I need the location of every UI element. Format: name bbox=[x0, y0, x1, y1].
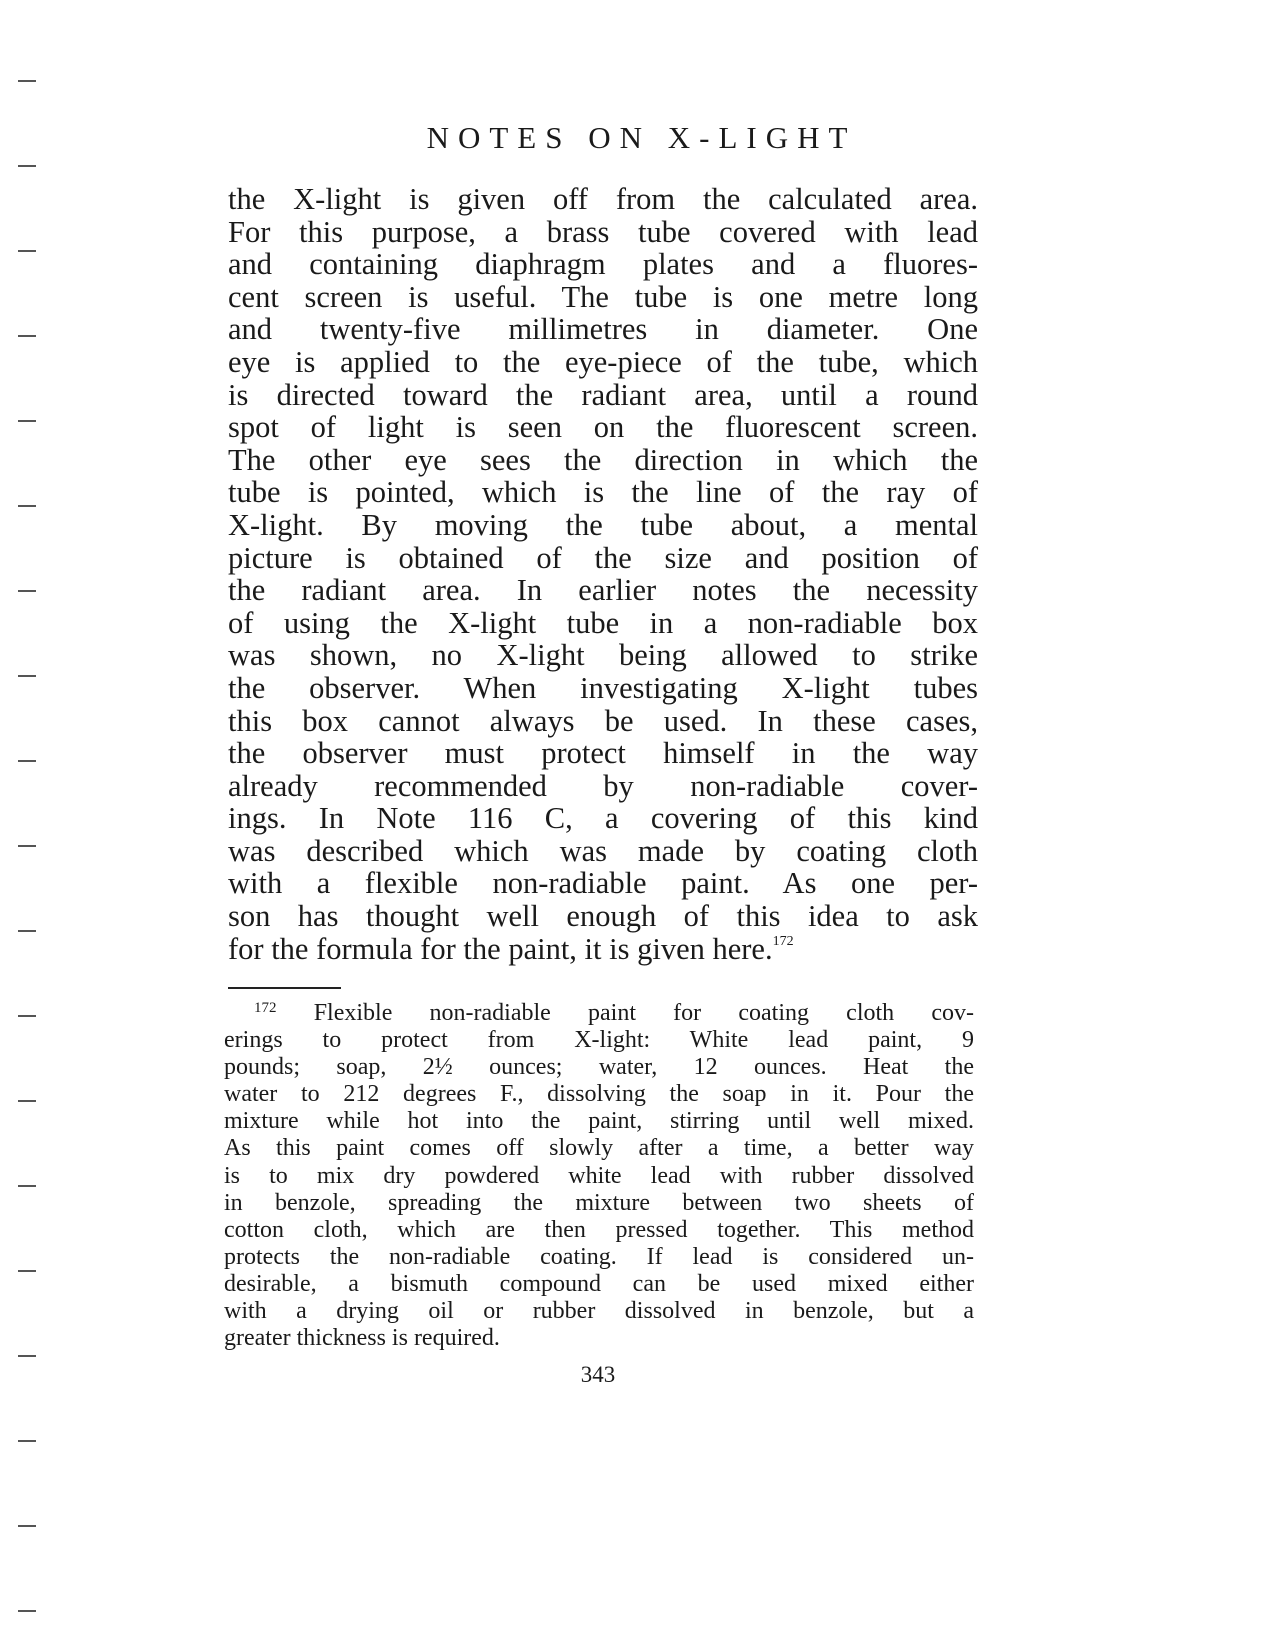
body-line: already recommended by non-radiable cover- bbox=[228, 768, 978, 803]
body-line: cent screen is useful. The tube is one metre long bbox=[228, 279, 978, 314]
body-line: the X-light is given off from the calculated area. bbox=[228, 182, 978, 216]
margin-tick bbox=[18, 80, 36, 82]
footnote-line: pounds; soap, 2½ ounces; water, 12 ounces. Heat the bbox=[224, 1054, 974, 1081]
body-line: was shown, no X-light being allowed to strike bbox=[228, 638, 978, 673]
body-line: and containing diaphragm plates and a fluores- bbox=[228, 247, 978, 282]
body-line: the observer must protect himself in the way bbox=[228, 736, 978, 771]
margin-tick bbox=[18, 1270, 36, 1272]
footnote-reference[interactable]: 172 bbox=[772, 933, 794, 949]
margin-tick bbox=[18, 505, 36, 507]
body-line: of using the X-light tube in a non-radiable box bbox=[228, 605, 978, 640]
margin-tick bbox=[18, 675, 36, 677]
footnote-line: As this paint comes off slowly after a time, a better way bbox=[224, 1135, 974, 1162]
footnote-line: with a drying oil or rubber dissolved in benzole, but a bbox=[224, 1298, 974, 1325]
page-number: 343 bbox=[580, 1362, 616, 1387]
body-line: For this purpose, a brass tube covered with lead bbox=[228, 214, 978, 249]
footnote-line: cotton cloth, which are then pressed together. This method bbox=[224, 1216, 974, 1243]
footnote-line: mixture while hot into the paint, stirring until well mixed. bbox=[224, 1108, 974, 1135]
margin-tick bbox=[18, 335, 36, 337]
body-line-text: for the formula for the paint, it is given here. bbox=[228, 931, 773, 966]
margin-tick bbox=[18, 420, 36, 422]
footnote-line: protects the non-radiable coating. If lead is considered un- bbox=[224, 1243, 974, 1270]
margin-tick bbox=[18, 1100, 36, 1102]
body-line: this box cannot always be used. In these cases, bbox=[228, 703, 978, 738]
margin-tick bbox=[18, 250, 36, 252]
margin-tick bbox=[18, 1525, 36, 1527]
body-line: picture is obtained of the size and position of bbox=[228, 540, 978, 575]
body-line: X-light. By moving the tube about, a mental bbox=[228, 507, 978, 542]
margin-tick bbox=[18, 930, 36, 932]
footnote-line bbox=[224, 1000, 974, 1027]
footnote-line-last: greater thickness is required. bbox=[224, 1325, 500, 1352]
body-line: son has thought well enough of this idea to ask bbox=[228, 899, 978, 934]
body-line: the radiant area. In earlier notes the necessity bbox=[228, 573, 978, 608]
footnote-divider bbox=[228, 987, 341, 989]
footnote-line: erings to protect from X-light: White lead paint, 9 bbox=[224, 1027, 974, 1054]
footnote bbox=[224, 1000, 974, 1352]
body-line: is directed toward the radiant area, until a round bbox=[228, 377, 978, 412]
margin-tick bbox=[18, 1355, 36, 1357]
margin-tick bbox=[18, 1440, 36, 1442]
margin-tick bbox=[18, 1185, 36, 1187]
footnote-line: water to 212 degrees F., dissolving the soap in it. Pour the bbox=[224, 1081, 974, 1108]
body-line: ings. In Note 116 C, a covering of this kind bbox=[228, 801, 978, 836]
margin-tick bbox=[18, 165, 36, 167]
body-line: and twenty-five millimetres in diameter. One bbox=[228, 312, 978, 347]
footnote-line: desirable, a bismuth compound can be used mixed either bbox=[224, 1270, 974, 1297]
body-line: tube is pointed, which is the line of the ray of bbox=[228, 475, 978, 510]
body-line: was described which was made by coating cloth bbox=[228, 833, 978, 868]
body-line: the observer. When investigating X-light tubes bbox=[228, 670, 978, 705]
body-line: eye is applied to the eye-piece of the tube, which bbox=[228, 344, 978, 379]
body-line: spot of light is seen on the fluorescent screen. bbox=[228, 410, 978, 445]
margin-tick bbox=[18, 590, 36, 592]
footnote-line-text: Flexible non-radiable paint for coating cloth cov- bbox=[313, 1000, 974, 1026]
margin-tick bbox=[18, 845, 36, 847]
footnote-number: 172 bbox=[254, 1000, 277, 1016]
footnote-line: is to mix dry powdered white lead with rubber dissolved bbox=[224, 1162, 974, 1189]
margin-tick bbox=[18, 1015, 36, 1017]
footnote-line: in benzole, spreading the mixture between two sheets of bbox=[224, 1189, 974, 1216]
body-line-last bbox=[228, 933, 978, 966]
margin-tick-marks bbox=[18, 0, 38, 1644]
body-line: The other eye sees the direction in which the bbox=[228, 442, 978, 477]
body-line: with a flexible non-radiable paint. As one per- bbox=[228, 866, 978, 901]
body-paragraph bbox=[228, 183, 978, 965]
margin-tick bbox=[18, 760, 36, 762]
margin-tick bbox=[18, 1610, 36, 1612]
running-head: NOTES ON X-LIGHT bbox=[426, 120, 857, 155]
